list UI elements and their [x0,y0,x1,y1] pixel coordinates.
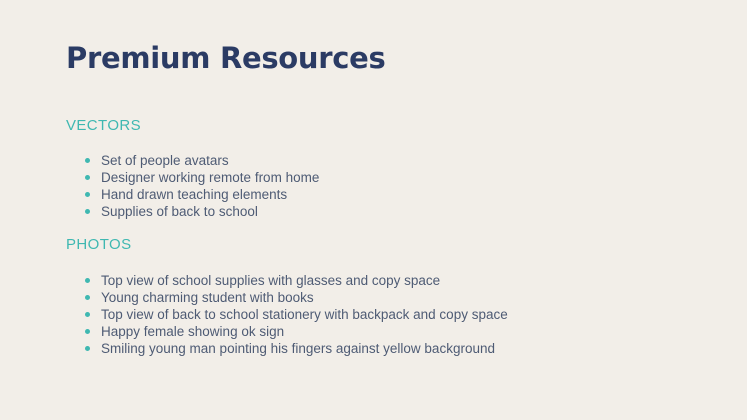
section-heading-vectors: VECTORS [66,117,142,134]
bullet-icon [85,158,90,163]
bullet-icon [85,346,90,351]
list-item [85,272,508,289]
page-title: Premium Resources [66,41,386,75]
list-item [85,186,319,203]
bullet-icon [85,209,90,214]
list-item-text: Designer working remote from home [101,170,320,185]
list-item [85,152,319,169]
list-item-text: Smiling young man pointing his fingers against yellow background [101,341,495,356]
bullet-icon [85,175,90,180]
list-item-text: Young charming student with books [101,290,314,305]
bullet-icon [85,278,90,283]
bullet-icon [85,192,90,197]
vectors-list [85,152,319,220]
list-item-text: Top view of back to school stationery with backpack and copy space [101,307,508,322]
bullet-icon [85,295,90,300]
section-heading-photos: PHOTOS [66,236,132,253]
list-item-text: Happy female showing ok sign [101,324,285,339]
bullet-icon [85,329,90,334]
list-item [85,203,319,220]
bullet-icon [85,312,90,317]
list-item-text: Set of people avatars [101,153,229,168]
list-item [85,169,319,186]
list-item [85,323,508,340]
list-item-text: Supplies of back to school [101,204,258,219]
list-item-text: Top view of school supplies with glasses and copy space [101,273,441,288]
list-item [85,306,508,323]
photos-list [85,272,508,357]
list-item-text: Hand drawn teaching elements [101,187,288,202]
list-item [85,340,508,357]
list-item [85,289,508,306]
